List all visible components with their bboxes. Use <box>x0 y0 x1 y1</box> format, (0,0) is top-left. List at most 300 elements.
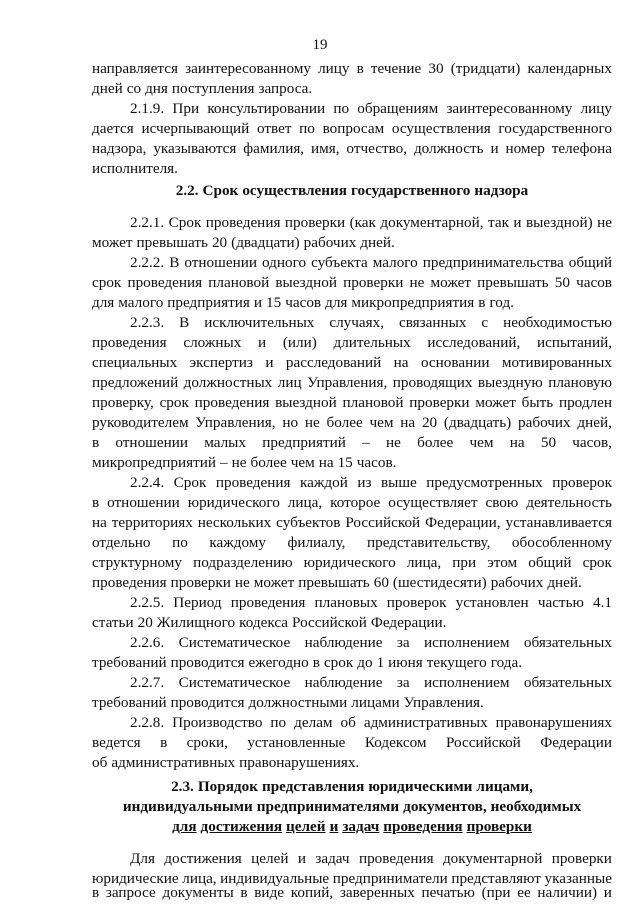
word: 2.2.7. <box>130 674 165 691</box>
word: на <box>400 414 416 431</box>
word: предусмотренных <box>426 474 543 491</box>
word: 20 <box>421 414 438 431</box>
word: лицу <box>580 100 612 117</box>
word: Федерации. <box>370 614 447 631</box>
word: юридического <box>187 494 280 511</box>
word: юридического <box>303 554 396 571</box>
word: установлен <box>455 594 529 611</box>
word: каждой <box>299 474 348 491</box>
word: не <box>386 434 401 451</box>
word: микропредприятия <box>351 294 475 311</box>
word: одного <box>261 254 307 271</box>
word: проверки <box>466 818 532 835</box>
word: документов, <box>403 798 487 815</box>
word: (двадцати) <box>231 234 300 251</box>
word: 20 <box>211 234 228 251</box>
word: течение <box>370 60 422 77</box>
word: структурному <box>92 554 182 571</box>
word: общий <box>528 554 572 571</box>
word: (как <box>349 214 376 231</box>
word: об <box>340 714 356 731</box>
word: срок <box>159 394 189 411</box>
word: выездной) <box>526 214 593 231</box>
word: часов <box>285 294 322 311</box>
word: проведения <box>92 334 167 351</box>
word: Жилищного <box>156 614 236 631</box>
word: заверенных <box>339 884 415 901</box>
word: по <box>172 534 188 551</box>
word: микропредприятий <box>92 454 217 471</box>
word: в <box>92 494 100 511</box>
word: не <box>409 274 425 291</box>
word: запроса. <box>258 80 313 97</box>
word: 50 <box>554 274 570 291</box>
text-line <box>130 314 612 332</box>
word: обязательных <box>523 674 612 691</box>
text-line <box>92 574 612 592</box>
word: выше <box>380 474 417 491</box>
word: выездной <box>275 274 337 291</box>
word: запросе <box>105 884 156 901</box>
word: сложных <box>183 334 242 351</box>
word: При <box>172 100 200 117</box>
page-number: 19 <box>312 37 328 53</box>
word: проведения <box>194 394 270 411</box>
word: В <box>179 314 190 331</box>
word: малых <box>204 434 246 451</box>
word: документы <box>162 884 234 901</box>
word: заинтересованному <box>446 100 573 117</box>
section-heading-line <box>92 818 612 836</box>
text-line <box>130 214 612 232</box>
word: требований <box>92 694 167 711</box>
word: свою <box>485 494 519 511</box>
word: может <box>475 394 516 411</box>
word: 2.2.8. <box>130 714 165 731</box>
text-line <box>92 434 612 452</box>
word: ежегодно <box>248 654 309 671</box>
word: Управления. <box>403 694 484 711</box>
word: 1 <box>376 654 385 671</box>
word: надзора <box>474 182 529 199</box>
word: 15 <box>266 294 282 311</box>
word: превышать <box>136 234 208 251</box>
word: необходимых <box>490 798 582 815</box>
word: 2.2.1. <box>130 214 165 231</box>
word: проведения <box>383 818 463 835</box>
word: в <box>478 294 486 311</box>
word: 2.3. <box>171 778 194 795</box>
word: испытаний, <box>537 334 612 351</box>
text-line <box>130 254 612 272</box>
word: на <box>318 454 334 471</box>
word: дается <box>92 120 134 137</box>
word: номер <box>505 140 545 157</box>
word: ведется <box>92 734 141 751</box>
word: календарных <box>527 60 612 77</box>
word: более <box>417 434 454 451</box>
word: более <box>326 414 363 431</box>
word: 20 <box>137 614 153 631</box>
word: Порядок <box>197 778 258 795</box>
word: проведения <box>92 574 167 591</box>
word: предприятия <box>167 294 250 311</box>
word: (тридцати) <box>450 60 521 77</box>
word: до <box>357 654 373 671</box>
word: консультировании <box>207 100 326 117</box>
word: 2.2.6. <box>130 634 165 651</box>
word: может <box>430 274 472 291</box>
word: должностных <box>183 374 273 391</box>
word: Кодексом <box>364 734 427 751</box>
word: общий <box>568 254 612 271</box>
word: дней. <box>360 234 395 251</box>
word: осуществления <box>242 182 347 199</box>
word: за <box>396 634 410 651</box>
text-line <box>130 100 612 118</box>
word: расследований <box>285 354 382 371</box>
text-line <box>92 80 612 98</box>
word: об <box>92 754 108 771</box>
word: задач <box>315 850 350 867</box>
text-line <box>92 394 612 412</box>
word: может <box>253 574 295 591</box>
word: указываются <box>153 140 237 157</box>
word: предложений <box>92 374 179 391</box>
word: Систематическое <box>178 634 291 651</box>
word: проводится <box>170 654 245 671</box>
word: по <box>299 120 315 137</box>
word: чем <box>369 414 394 431</box>
word: юридическими <box>368 778 473 795</box>
word: Управления, <box>307 374 388 391</box>
word: обязательных <box>523 634 612 651</box>
word: отношении <box>107 494 180 511</box>
word: 2.2.2. <box>130 254 165 271</box>
word: по <box>333 100 350 117</box>
word: так <box>488 214 509 231</box>
word: должностными <box>248 694 348 711</box>
word: при <box>452 554 477 571</box>
word: обращениям <box>357 100 439 117</box>
word: предпринимателями <box>256 798 400 815</box>
word: и <box>329 818 339 835</box>
word: рабочих <box>518 414 571 431</box>
word: лицами, <box>476 778 533 795</box>
word: малого <box>372 254 418 271</box>
word: в <box>356 60 364 77</box>
section-heading-line <box>92 182 612 200</box>
word: случаях, <box>329 314 385 331</box>
word: надзора, <box>92 140 147 157</box>
word: фамилия, <box>243 140 305 157</box>
word: и <box>513 214 522 231</box>
word: Российской <box>292 614 367 631</box>
word: длительных <box>333 334 411 351</box>
word: Федерации <box>540 734 612 751</box>
word: ее <box>517 884 531 901</box>
word: делам <box>294 714 333 731</box>
word: задач <box>342 818 380 835</box>
word: и <box>253 294 263 311</box>
word: Российской <box>345 514 421 531</box>
word: превышать <box>477 274 549 291</box>
word: исключительных <box>204 314 315 331</box>
word: юридические <box>92 870 179 887</box>
word: Российской <box>445 734 521 751</box>
word: осуществления <box>391 120 491 137</box>
word: устанавливается <box>505 514 612 531</box>
word: Срок <box>173 474 207 491</box>
word: 4.1 <box>592 594 612 611</box>
word: индивидуальными <box>122 798 253 815</box>
word: в <box>160 734 168 751</box>
word: Для <box>130 850 155 867</box>
word: целей <box>286 818 326 835</box>
word: часов, <box>572 434 612 451</box>
word: связанных <box>398 314 467 331</box>
word: Производство <box>172 714 263 731</box>
word: (двадцать) <box>443 414 512 431</box>
word: индивидуальные <box>220 870 330 887</box>
word: лица, <box>182 870 217 887</box>
word: руководителем <box>92 414 189 431</box>
text-line <box>92 554 612 572</box>
word: рабочих <box>303 234 357 251</box>
word: субъектов <box>276 514 341 531</box>
text-line <box>92 694 612 712</box>
text-line <box>92 234 612 252</box>
text-line <box>92 294 612 312</box>
word: не <box>234 574 250 591</box>
word: в <box>312 654 320 671</box>
word: территориях <box>111 514 193 531</box>
word: Период <box>173 594 222 611</box>
word: Федерации, <box>425 514 501 531</box>
word: плановую <box>548 374 612 391</box>
word: лиц <box>277 374 302 391</box>
word: и <box>490 140 499 157</box>
word: осуществляет <box>388 494 478 511</box>
text-line <box>92 534 612 552</box>
text-line <box>130 474 612 492</box>
word: лицами <box>351 694 400 711</box>
word: имя, <box>311 140 340 157</box>
word: проведения <box>205 214 281 231</box>
word: которое <box>330 494 381 511</box>
word: исчерпывающий <box>141 120 250 137</box>
word: 2.2. <box>175 182 199 199</box>
word: частью <box>537 594 584 611</box>
word: не <box>231 454 247 471</box>
word: дней. <box>547 574 582 591</box>
word: проверки <box>343 274 404 291</box>
word: срок <box>582 554 612 571</box>
word: выездную <box>477 374 543 391</box>
word: дня <box>145 80 168 97</box>
word: правонарушениях. <box>239 754 360 771</box>
word: предприятий <box>262 434 346 451</box>
word: 15 <box>337 454 353 471</box>
word: выездной <box>275 394 337 411</box>
word: копий, <box>290 884 334 901</box>
text-line <box>92 160 612 178</box>
word: малого <box>118 294 164 311</box>
text-line <box>130 634 612 652</box>
word: в <box>92 434 100 451</box>
text-line <box>92 140 612 158</box>
word: административных <box>363 714 488 731</box>
word: кодекса <box>239 614 289 631</box>
word: превышать <box>298 574 370 591</box>
word: срок <box>323 654 354 671</box>
word: продлен <box>558 394 612 411</box>
word: ответ <box>257 120 292 137</box>
word: экспертиз <box>189 354 253 371</box>
word: для <box>92 294 115 311</box>
word: года. <box>490 654 523 671</box>
word: представления <box>261 778 365 795</box>
word: отношении <box>184 254 257 271</box>
text-line <box>92 514 612 532</box>
word: 2.2.4. <box>130 474 165 491</box>
word: Систематическое <box>178 674 291 691</box>
word: проведения <box>215 474 291 491</box>
word: отчество, <box>346 140 408 157</box>
word: плановой <box>208 274 270 291</box>
word: часов. <box>356 454 397 471</box>
word: нескольких <box>197 514 272 531</box>
word: срок <box>92 274 122 291</box>
word: дней, <box>577 414 612 431</box>
word: не <box>304 414 320 431</box>
word: – <box>220 454 228 471</box>
word: дней <box>92 80 123 97</box>
word: проверки <box>284 214 346 231</box>
word: филиалу, <box>287 534 346 551</box>
text-line <box>92 354 612 372</box>
word: за <box>396 674 410 691</box>
word: документарной <box>442 850 543 867</box>
word: проверок <box>386 594 447 611</box>
word: плановых <box>314 594 378 611</box>
word: поступления <box>171 80 255 97</box>
word: на <box>393 354 409 371</box>
word: в <box>240 884 248 901</box>
word: субъекта <box>311 254 368 271</box>
word: проверки <box>409 394 470 411</box>
word: 2.2.5. <box>130 594 165 611</box>
word: проверки <box>551 850 612 867</box>
word: достижения <box>164 850 242 867</box>
word: необходимостью <box>503 314 612 331</box>
word: Управления, <box>195 414 276 431</box>
word: проверки <box>170 574 231 591</box>
word: на <box>509 434 525 451</box>
word: может <box>92 234 133 251</box>
word: установленные <box>247 734 346 751</box>
word: часов <box>576 274 612 291</box>
word: со <box>126 80 142 97</box>
word: сроки, <box>186 734 228 751</box>
word: исполнением <box>424 634 510 651</box>
word: 2.1.9. <box>130 100 165 117</box>
word: и <box>265 354 274 371</box>
word: наличии) <box>537 884 598 901</box>
text-line <box>92 494 612 512</box>
word: государственного <box>498 120 612 137</box>
word: заинтересованному <box>185 60 311 77</box>
word: проверок <box>552 474 612 491</box>
word: Срок <box>168 214 202 231</box>
word: проверку, <box>92 394 154 411</box>
word: на <box>92 514 107 531</box>
text-line <box>130 594 612 612</box>
word: – <box>362 434 370 451</box>
word: вопросам <box>322 120 385 137</box>
word: 30 <box>428 60 444 77</box>
word: быть <box>521 394 554 411</box>
word: проведения <box>358 850 434 867</box>
text-line <box>92 734 612 752</box>
word: 60 <box>373 574 389 591</box>
word: 2.2.3. <box>130 314 165 331</box>
word: для <box>325 294 348 311</box>
word: основании <box>420 354 490 371</box>
text-line <box>92 414 612 432</box>
word: по <box>270 714 287 731</box>
word: плановой <box>342 394 404 411</box>
text-line <box>92 334 612 352</box>
word: но <box>282 414 299 431</box>
word: целей <box>251 850 289 867</box>
word: (при <box>481 884 511 901</box>
word: требований <box>92 654 167 671</box>
section-heading-line <box>92 798 612 816</box>
text-line <box>130 674 612 692</box>
word: из <box>357 474 372 491</box>
word: и <box>603 884 612 901</box>
word: более <box>250 454 287 471</box>
word: исполнителя. <box>92 160 178 177</box>
word: мотивированных <box>501 354 612 371</box>
word: год. <box>489 294 514 311</box>
word: проведения <box>127 274 203 291</box>
word: направляется <box>92 60 178 77</box>
word: отдельно <box>92 534 151 551</box>
word: в <box>92 884 100 901</box>
text-line <box>92 884 612 902</box>
word: представительству, <box>367 534 491 551</box>
word: проведения <box>230 594 306 611</box>
text-line <box>92 60 612 78</box>
word: исследований, <box>427 334 521 351</box>
text-line <box>92 374 612 392</box>
word: подразделению <box>193 554 293 571</box>
word: обособленному <box>511 534 612 551</box>
word: Срок <box>202 182 239 199</box>
word: государственного <box>350 182 471 199</box>
word: и <box>297 850 306 867</box>
word: этом <box>487 554 518 571</box>
text-line <box>92 454 612 472</box>
word: печатью <box>421 884 475 901</box>
word: специальных <box>92 354 178 371</box>
word: для <box>172 818 197 835</box>
word: виде <box>254 884 285 901</box>
text-line <box>92 754 612 772</box>
word: представляют <box>451 870 541 887</box>
